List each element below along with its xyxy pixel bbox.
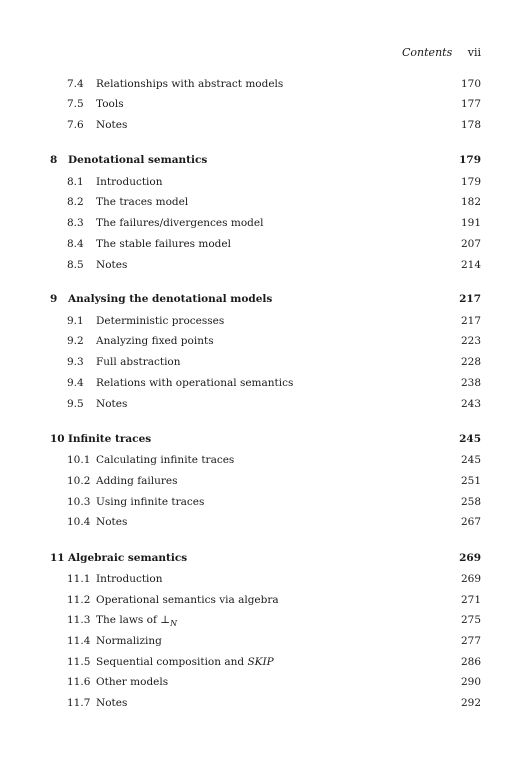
toc-entry-title bbox=[96, 655, 274, 669]
chapter-page: 269 bbox=[459, 552, 481, 564]
toc-entry-11-6[interactable] bbox=[0, 675, 532, 689]
toc-entry-title: Calculating infinite traces bbox=[96, 454, 235, 466]
toc-entry-title: Deterministic processes bbox=[96, 315, 225, 327]
toc-entry-title: Other models bbox=[96, 676, 169, 688]
toc-entry-page: 271 bbox=[460, 594, 481, 606]
toc-entry-title: The stable failures model bbox=[96, 238, 231, 250]
chapter-number: 9 bbox=[50, 293, 58, 305]
toc-entry-8-1[interactable] bbox=[0, 175, 532, 189]
page-number: vii bbox=[467, 46, 481, 59]
chapter-number: 8 bbox=[50, 154, 58, 166]
chapter-title: Algebraic semantics bbox=[68, 552, 188, 564]
toc-entry-9-1[interactable] bbox=[0, 314, 532, 328]
chapter-number: 11 bbox=[50, 552, 65, 564]
toc-entry-title: Notes bbox=[96, 516, 128, 528]
toc-entry-title: The failures/divergences model bbox=[96, 217, 264, 229]
toc-entry-number: 8.1 bbox=[67, 176, 84, 188]
toc-entry-title: Using infinite traces bbox=[96, 496, 205, 508]
toc-entry-number: 9.1 bbox=[67, 315, 84, 327]
toc-entry-number: 8.3 bbox=[67, 217, 84, 229]
toc-entry-8-2[interactable] bbox=[0, 195, 532, 209]
toc-entry-8-4[interactable] bbox=[0, 237, 532, 251]
toc-entry-page: 238 bbox=[460, 377, 481, 389]
toc-entry-page: 243 bbox=[460, 398, 481, 410]
toc-entry-8-5[interactable] bbox=[0, 258, 532, 272]
title-text: The laws of bbox=[96, 614, 161, 626]
title-italic: SKIP bbox=[247, 656, 274, 668]
toc-entry-page: 275 bbox=[460, 614, 481, 626]
toc-entry-number: 8.4 bbox=[67, 238, 84, 250]
chapter-number: 10 bbox=[50, 433, 65, 445]
toc-entry-title: Introduction bbox=[96, 176, 163, 188]
toc-entry-page: 267 bbox=[460, 516, 481, 528]
toc-entry-7-4[interactable] bbox=[0, 77, 532, 91]
toc-entry-number: 10.3 bbox=[67, 496, 91, 508]
chapter-title: Denotational semantics bbox=[68, 154, 208, 166]
toc-chapter-9[interactable] bbox=[0, 292, 532, 306]
toc-entry-page: 258 bbox=[460, 496, 481, 508]
chapter-title: Infinite traces bbox=[68, 433, 152, 445]
toc-entry-title: Introduction bbox=[96, 573, 163, 585]
toc-entry-number: 9.5 bbox=[67, 398, 84, 410]
toc-entry-title: Operational semantics via algebra bbox=[96, 594, 279, 606]
toc-entry-number: 7.5 bbox=[67, 98, 84, 110]
toc-entry-page: 214 bbox=[460, 259, 481, 271]
toc-entry-10-2[interactable] bbox=[0, 474, 532, 488]
toc-entry-title: The traces model bbox=[96, 196, 189, 208]
chapter-page: 245 bbox=[459, 433, 481, 445]
toc-entry-title: Notes bbox=[96, 119, 128, 131]
toc-entry-page: 217 bbox=[460, 315, 481, 327]
toc-entry-page: 182 bbox=[460, 196, 481, 208]
running-head-title: Contents bbox=[402, 46, 453, 59]
toc-entry-page: 170 bbox=[460, 78, 481, 90]
chapter-title: Analysing the denotational models bbox=[68, 293, 273, 305]
toc-entry-number: 11.6 bbox=[67, 676, 91, 688]
toc-entry-11-7[interactable] bbox=[0, 696, 532, 710]
toc-entry-page: 207 bbox=[460, 238, 481, 250]
toc-entry-title: Relationships with abstract models bbox=[96, 78, 284, 90]
toc-entry-title: Full abstraction bbox=[96, 356, 181, 368]
toc-chapter-8[interactable] bbox=[0, 153, 532, 167]
running-head bbox=[402, 46, 481, 59]
toc-entry-number: 10.2 bbox=[67, 475, 91, 487]
toc-entry-title bbox=[96, 613, 177, 628]
toc-entry-7-5[interactable] bbox=[0, 97, 532, 111]
toc-entry-page: 223 bbox=[460, 335, 481, 347]
toc-entry-number: 10.4 bbox=[67, 516, 91, 528]
chapter-page: 179 bbox=[459, 154, 481, 166]
toc-entry-title: Adding failures bbox=[96, 475, 178, 487]
toc-entry-title: Analyzing fixed points bbox=[96, 335, 214, 347]
toc-entry-title: Normalizing bbox=[96, 635, 162, 647]
toc-entry-number: 10.1 bbox=[67, 454, 91, 466]
toc-entry-11-3[interactable] bbox=[0, 613, 532, 627]
toc-entry-page: 245 bbox=[460, 454, 481, 466]
subscript-n: N bbox=[170, 619, 178, 628]
toc-entry-title: Tools bbox=[96, 98, 124, 110]
toc-entry-number: 11.4 bbox=[67, 635, 91, 647]
toc-entry-page: 191 bbox=[460, 217, 481, 229]
toc-entry-7-6[interactable] bbox=[0, 118, 532, 132]
toc-entry-11-4[interactable] bbox=[0, 634, 532, 648]
toc-entry-page: 269 bbox=[460, 573, 481, 585]
toc-entry-number: 7.6 bbox=[67, 119, 84, 131]
toc-entry-9-5[interactable] bbox=[0, 397, 532, 411]
toc-entry-10-4[interactable] bbox=[0, 515, 532, 529]
toc-entry-9-4[interactable] bbox=[0, 376, 532, 390]
toc-entry-11-1[interactable] bbox=[0, 572, 532, 586]
toc-entry-title: Notes bbox=[96, 259, 128, 271]
toc-entry-page: 286 bbox=[460, 656, 481, 668]
toc-entry-page: 177 bbox=[460, 98, 481, 110]
toc-entry-title: Notes bbox=[96, 398, 128, 410]
toc-entry-number: 7.4 bbox=[67, 78, 84, 90]
title-text: Sequential composition and bbox=[96, 656, 248, 668]
toc-entry-number: 11.7 bbox=[67, 697, 91, 709]
toc-entry-page: 290 bbox=[460, 676, 481, 688]
toc-entry-title: Relations with operational semantics bbox=[96, 377, 294, 389]
toc-entry-page: 228 bbox=[460, 356, 481, 368]
toc-entry-page: 251 bbox=[460, 475, 481, 487]
toc-entry-number: 9.2 bbox=[67, 335, 84, 347]
toc-chapter-11[interactable] bbox=[0, 551, 532, 565]
toc-entry-title: Notes bbox=[96, 697, 128, 709]
toc-entry-11-2[interactable] bbox=[0, 593, 532, 607]
toc-entry-number: 8.5 bbox=[67, 259, 84, 271]
toc-entry-number: 11.2 bbox=[67, 594, 91, 606]
toc-entry-10-3[interactable] bbox=[0, 495, 532, 509]
toc-entry-9-2[interactable] bbox=[0, 334, 532, 348]
toc-entry-8-3[interactable] bbox=[0, 216, 532, 230]
toc-entry-number: 9.3 bbox=[67, 356, 84, 368]
toc-entry-page: 179 bbox=[460, 176, 481, 188]
toc-entry-10-1[interactable] bbox=[0, 453, 532, 467]
toc-entry-number: 8.2 bbox=[67, 196, 84, 208]
bottom-symbol: ⊥ bbox=[160, 614, 171, 626]
toc-entry-page: 178 bbox=[460, 119, 481, 131]
toc-chapter-10[interactable] bbox=[0, 432, 532, 446]
toc-entry-number: 11.3 bbox=[67, 614, 91, 626]
toc-entry-number: 11.1 bbox=[67, 573, 91, 585]
toc-entry-11-5[interactable] bbox=[0, 655, 532, 669]
toc-entry-page: 277 bbox=[460, 635, 481, 647]
toc-entry-page: 292 bbox=[460, 697, 481, 709]
toc-entry-number: 9.4 bbox=[67, 377, 84, 389]
toc-entry-number: 11.5 bbox=[67, 656, 91, 668]
toc-entry-9-3[interactable] bbox=[0, 355, 532, 369]
chapter-page: 217 bbox=[459, 293, 481, 305]
